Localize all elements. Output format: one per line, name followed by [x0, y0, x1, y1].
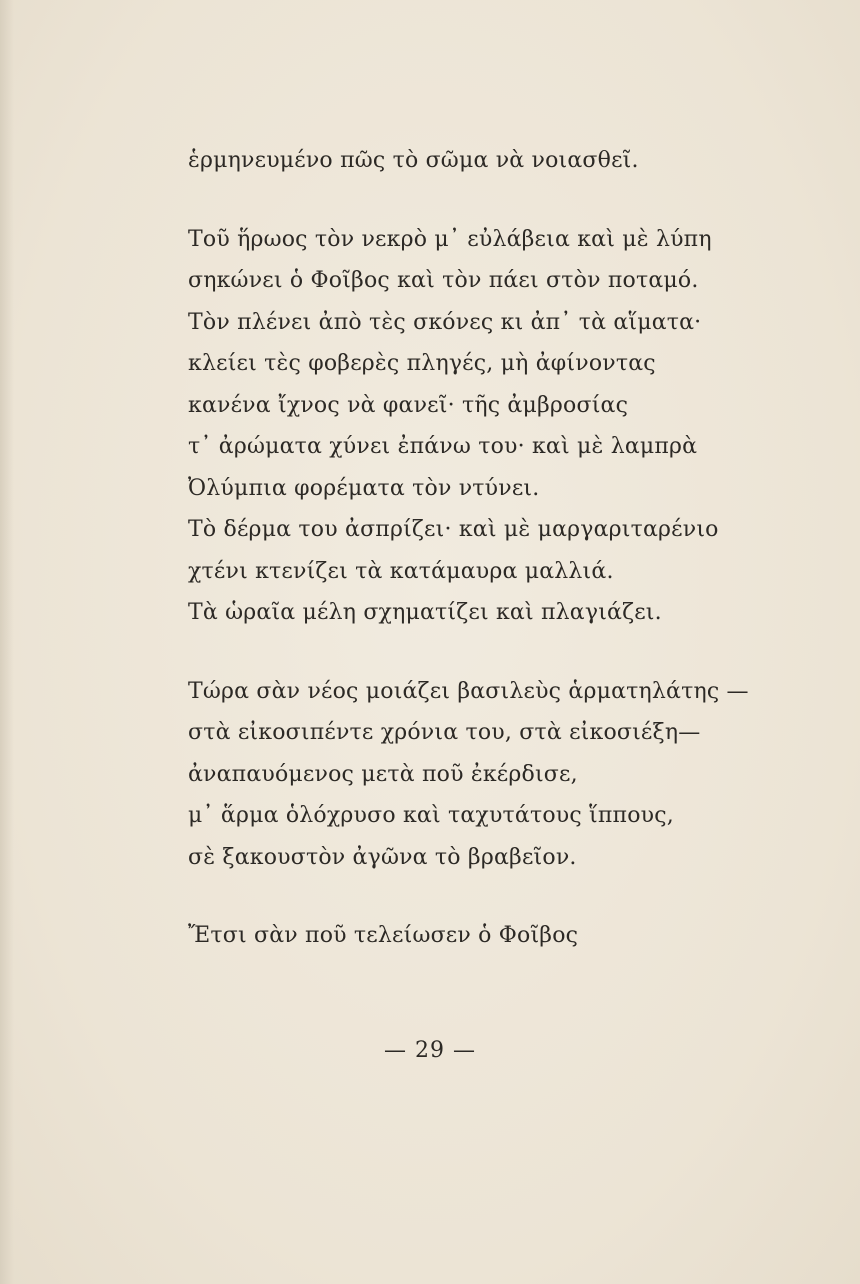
- poem-line: Τὰ ὡραῖα μέλη σχηματίζει καὶ πλαγιάζει.: [188, 600, 662, 625]
- poem-line: κλείει τὲς φοβερὲς πληγές, μὴ ἀφίνοντας: [188, 351, 656, 376]
- stanza-4: [188, 915, 748, 957]
- poem-line: σὲ ξακουστὸν ἀγῶνα τὸ βραβεῖον.: [188, 844, 577, 870]
- poem-line: στὰ εἰκοσιπέντε χρόνια του, στὰ εἰκοσιέξη—: [188, 720, 701, 745]
- poem-line: χτένι κτενίζει τὰ κατάμαυρα μαλλιά.: [188, 558, 614, 584]
- poem-line: κανένα ἴχνος νὰ φανεῖ· τῆς ἀμβροσίας: [188, 392, 629, 418]
- poem-line: ἀναπαυόμενος μετὰ ποῦ ἐκέρδισε,: [188, 761, 578, 787]
- poem-line: Τὸν πλένει ἀπὸ τὲς σκόνες κι ἀπ᾽ τὰ αἵματα·: [188, 309, 702, 335]
- poem-line: Ὀλύμπια φορέματα τὸν ντύνει.: [188, 475, 540, 501]
- page-number: — 29 —: [384, 1038, 476, 1063]
- stanza-3: [188, 671, 748, 879]
- poem-line: Ἔτσι σὰν ποῦ τελείωσεν ὁ Φοῖβος: [188, 923, 579, 948]
- poem-line: μ᾽ ἅρμα ὁλόχρυσο καὶ ταχυτάτους ἵππους,: [188, 803, 674, 828]
- poem-line: Τώρα σὰν νέος μοιάζει βασιλεὺς ἁρματηλάτης —: [188, 678, 749, 704]
- poem-line: Τὸ δέρμα του ἀσπρίζει· καὶ μὲ μαργαριταρένιο: [188, 517, 719, 542]
- stanza-gap: [188, 182, 748, 219]
- page-gutter-shadow: [0, 0, 14, 1284]
- poem-line: τ᾽ ἀρώματα χύνει ἐπάνω του· καὶ μὲ λαμπρὰ: [188, 434, 698, 459]
- stanza-1: [188, 140, 748, 182]
- stanza-gap: [188, 634, 748, 671]
- stanza-2: [188, 219, 748, 634]
- stanza-gap: [188, 878, 748, 915]
- poem-text: [188, 140, 748, 957]
- poem-line: Τοῦ ἥρωος τὸν νεκρὸ μ᾽ εὐλάβεια καὶ μὲ λύπη: [188, 226, 712, 252]
- poem-line: ἑρμηνευμένο πῶς τὸ σῶμα νὰ νοιασθεῖ.: [188, 148, 639, 173]
- poem-line: σηκώνει ὁ Φοῖβος καὶ τὸν πάει στὸν ποταμό.: [188, 268, 699, 293]
